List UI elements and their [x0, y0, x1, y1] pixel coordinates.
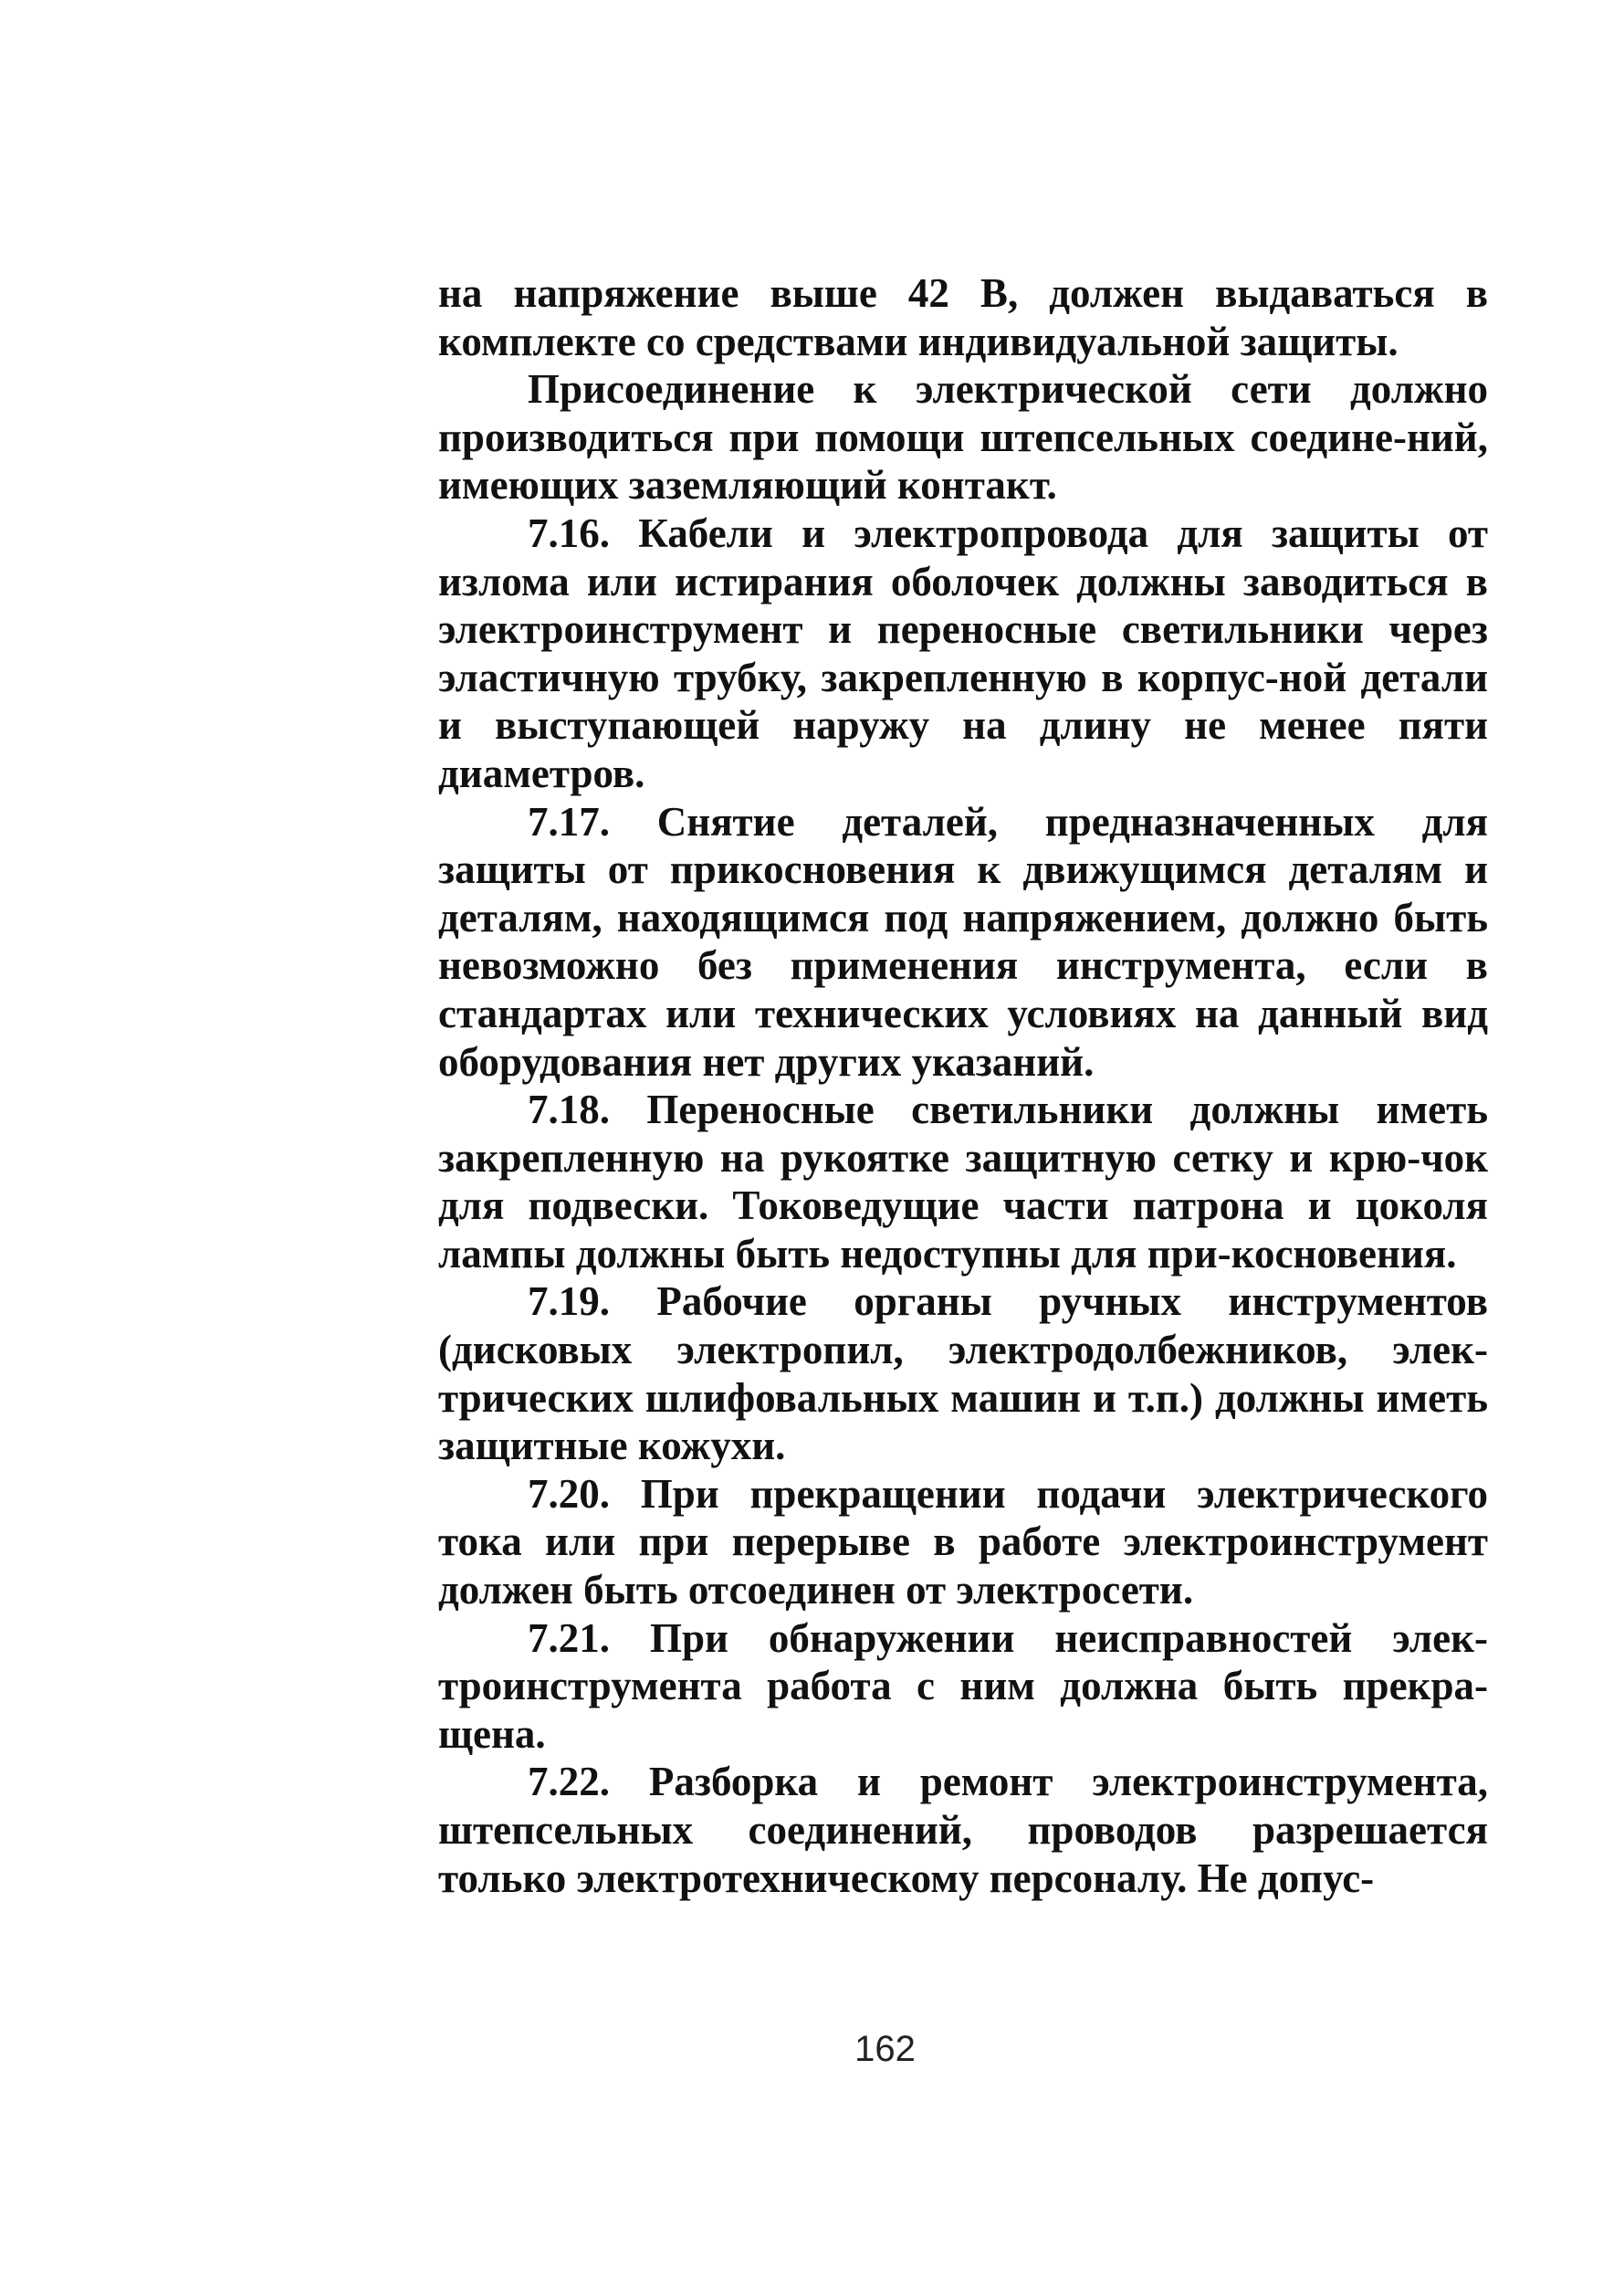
paragraph-7-19: 7.19. Рабочие органы ручных инструментов (дисковых электропил, электродолбежников, элек-трических шлифовальных машин и т.п.) должны иметь защитные кожухи. [438, 1278, 1488, 1469]
paragraph-connection: Присоединение к электрической сети должно производиться при помощи штепсельных соедине-ний, имеющих заземляющий контакт. [438, 366, 1488, 509]
body-text [438, 269, 1488, 1902]
paragraph-7-18: 7.18. Переносные светильники должны иметь закрепленную на рукоятке защитную сетку и крю-чок для подвески. Токоведущие части патрона и цоколя лампы должны быть недоступны для при-косновения. [438, 1087, 1488, 1277]
page-number: 162 [854, 2029, 916, 2069]
paragraph-7-17: 7.17. Снятие деталей, предназначенных для защиты от прикосновения к движущимся деталям и деталям, находящимся под напряжением, должно быть невозможно без применения инструмента, если в стандартах или технических условиях на данный вид оборудования нет других указаний. [438, 798, 1488, 1085]
paragraph-7-20: 7.20. При прекращении подачи электрического тока или при перерыве в работе электроинструмент должен быть отсоединен от электросети. [438, 1470, 1488, 1613]
paragraph-7-16: 7.16. Кабели и электропровода для защиты от излома или истирания оболочек должны заводиться в электроинструмент и переносные светильники через эластичную трубку, закрепленную в корпус-ной детали и выступающей наружу на длину не менее пяти диаметров. [438, 510, 1488, 796]
paragraph-continuation: на напряжение выше 42 В, должен выдаваться в комплекте со средствами индивидуальной защиты. [438, 270, 1488, 364]
paragraph-7-22: 7.22. Разборка и ремонт электроинструмента, штепсельных соединений, проводов разрешается только электротехническому персоналу. Не допус- [438, 1759, 1488, 1901]
paragraph-7-21: 7.21. При обнаружении неисправностей элек-троинструмента работа с ним должна быть прекра-щена. [438, 1614, 1488, 1757]
